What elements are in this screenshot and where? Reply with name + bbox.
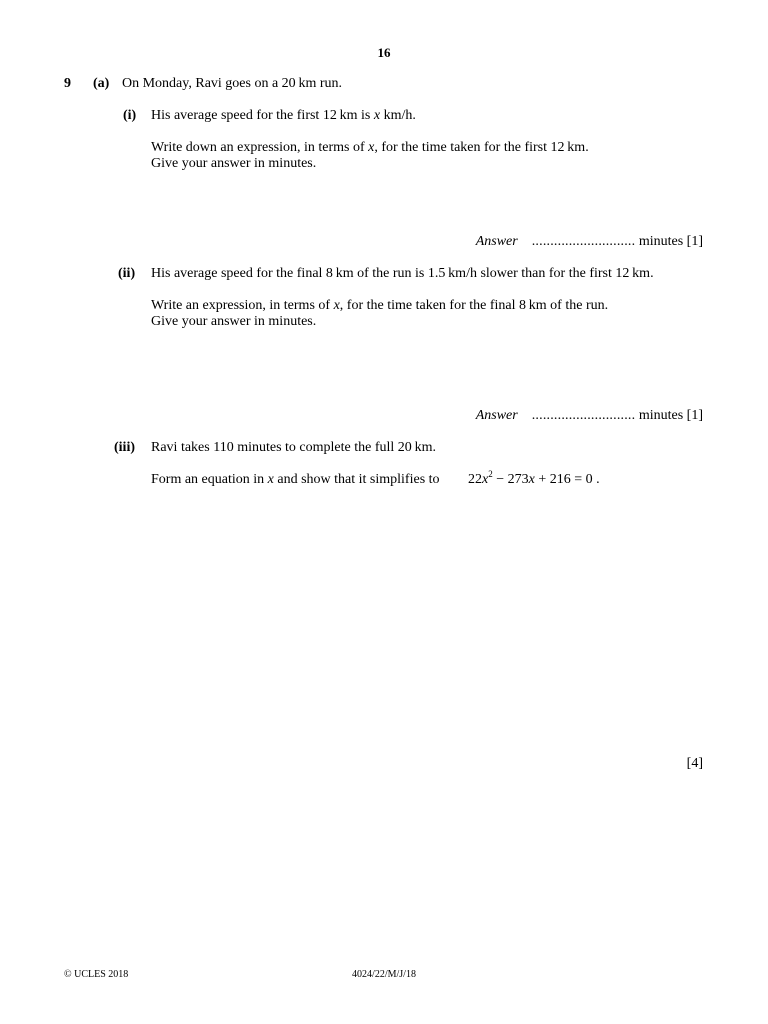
- answer-line-ii: [476, 409, 703, 423]
- footer-copyright: © UCLES 2018: [64, 969, 129, 980]
- marks: [1]: [686, 408, 703, 423]
- variable-x: x: [267, 472, 274, 487]
- answer-word: Answer: [475, 234, 518, 249]
- subpart-ii-line2: Write an expression, in terms of x, for the time taken for the final 8 km of the run.: [151, 298, 609, 313]
- variable-x: x: [373, 108, 381, 123]
- marks: [1]: [686, 234, 703, 249]
- variable-x: x: [368, 140, 375, 155]
- part-a-intro: On Monday, Ravi goes on a 20 km run.: [122, 76, 343, 91]
- answer-line-i: [476, 235, 703, 249]
- subpart-ii-line1: His average speed for the final 8 km of the run is 1.5 km/h slower than for the first 12 km.: [151, 266, 654, 281]
- subpart-ii-line3: Give your answer in minutes.: [151, 314, 317, 329]
- quadratic-equation: $22x^2 - 273x + 216 = 0$ .: [468, 469, 600, 487]
- marks-iii: [4]: [686, 756, 703, 771]
- question-number: 9: [64, 76, 71, 91]
- subpart-iii-label: (iii): [114, 440, 135, 455]
- subpart-iii-line1: Ravi takes 110 minutes to complete the full 20 km.: [151, 440, 436, 455]
- answer-unit: minutes: [638, 408, 684, 423]
- answer-word: Answer: [475, 408, 518, 423]
- answer-unit: minutes: [638, 234, 684, 249]
- variable-x: x: [333, 298, 340, 313]
- subpart-i-line1: His average speed for the first 12 km is x km/h.: [151, 108, 416, 123]
- answer-blank[interactable]: ............................: [531, 408, 636, 423]
- answer-blank[interactable]: ............................: [531, 234, 636, 249]
- footer-code: 4024/22/M/J/18: [352, 969, 416, 980]
- subpart-iii-line2: Form an equation in x and show that it simplifies to: [151, 472, 440, 487]
- subpart-i-label: (i): [123, 108, 137, 123]
- subpart-ii-label: (ii): [118, 266, 136, 281]
- page-number: 16: [377, 45, 391, 60]
- part-a-label: (a): [93, 76, 110, 91]
- subpart-i-line2: Write down an expression, in terms of x, for the time taken for the first 12 km.: [151, 140, 589, 155]
- subpart-i-line3: Give your answer in minutes.: [151, 156, 317, 171]
